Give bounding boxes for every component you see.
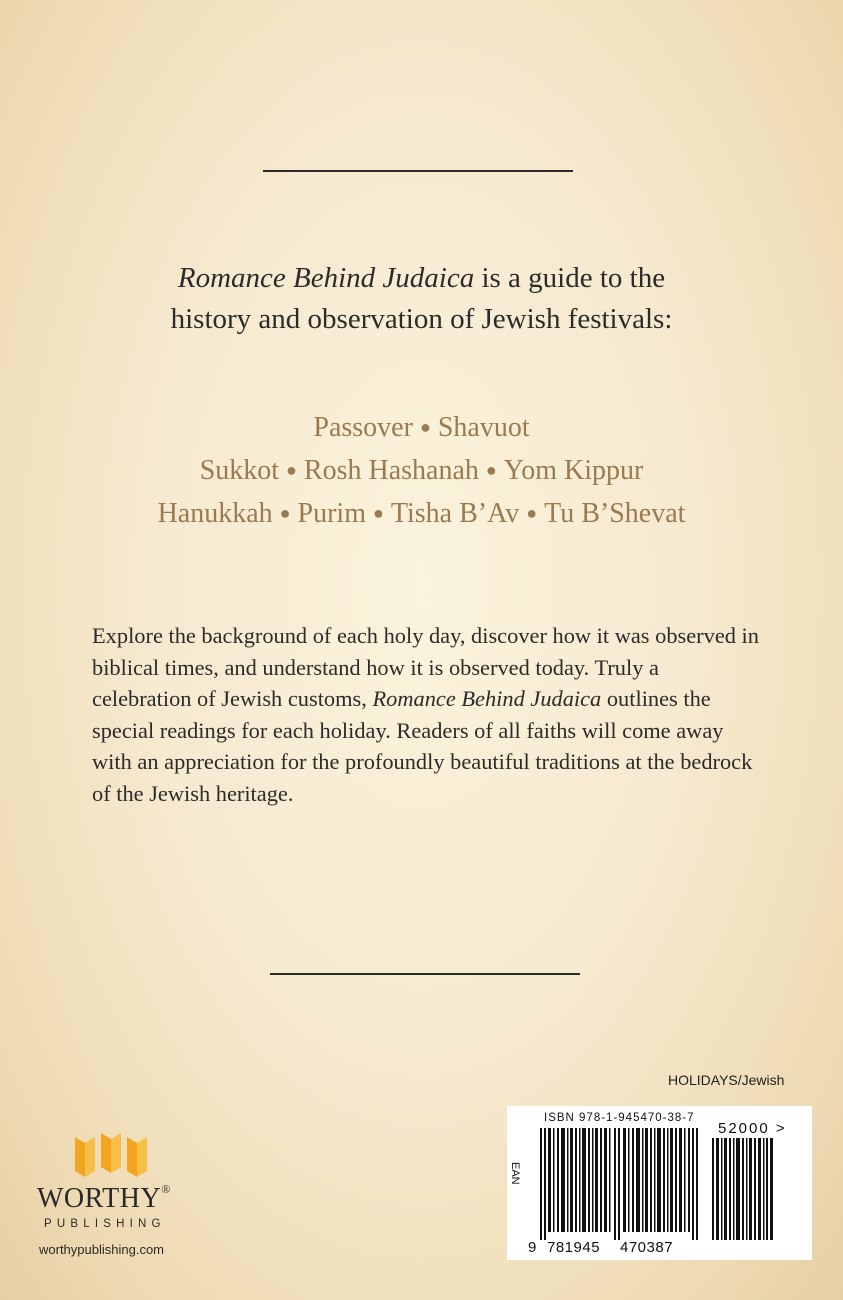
isbn-number: ISBN 978-1-945470-38-7 [544, 1112, 695, 1124]
price-barcode [712, 1138, 774, 1240]
ean-barcode [540, 1128, 700, 1240]
price-code: 52000 > [718, 1120, 787, 1137]
publisher-name [37, 1182, 187, 1215]
category-label: HOLIDAYS/Jewish [668, 1072, 785, 1088]
festival-row-2 [0, 449, 843, 492]
top-rule [263, 170, 573, 172]
description-part2: outlines the special readings for each holiday. Readers of all faiths will come away with an appreciation for the profoundly beautiful traditions at the bedrock of the Jewish heritage. [92, 686, 753, 806]
registered-mark: ® [161, 1182, 171, 1196]
festival-tu-bshevat: Tu B’Shevat [544, 498, 686, 529]
festival-list [0, 406, 843, 535]
publisher-url: worthypublishing.com [39, 1242, 165, 1257]
bullet-icon: ● [526, 503, 538, 523]
ean-label: EAN [509, 1162, 521, 1185]
intro-line2: history and observation of Jewish festivals: [170, 303, 673, 335]
intro-line1: is a guide to the [474, 262, 666, 294]
publisher-name-text: WORTHY [37, 1183, 162, 1214]
publisher-subtitle: PUBLISHING [44, 1218, 166, 1230]
bullet-icon: ● [286, 460, 297, 480]
festival-hanukkah: Hanukkah [157, 498, 273, 529]
description-paragraph [92, 620, 762, 809]
festival-sukkot: Sukkot [199, 455, 280, 486]
description-book-title: Romance Behind Judaica [372, 686, 602, 711]
festival-passover: Passover [313, 412, 413, 443]
festival-purim: Purim [297, 498, 366, 529]
barcode-digits-left: 781945 [547, 1239, 601, 1256]
bullet-icon: ● [279, 503, 291, 523]
bullet-icon: ● [419, 417, 431, 437]
festival-yom-kippur: Yom Kippur [503, 455, 644, 486]
festival-row-1 [0, 406, 843, 449]
bullet-icon: ● [485, 460, 497, 480]
festival-shavuot: Shavuot [437, 412, 530, 443]
festival-row-3 [0, 492, 843, 535]
festival-rosh-hashanah: Rosh Hashanah [303, 455, 479, 486]
barcode-digits-right: 470387 [620, 1239, 674, 1256]
intro-book-title: Romance Behind Judaica [177, 262, 475, 294]
bullet-icon: ● [372, 503, 384, 523]
barcode-digit-first: 9 [528, 1239, 537, 1256]
intro-text [0, 258, 843, 340]
festival-tisha-bav: Tisha B’Av [390, 498, 520, 529]
bottom-rule [270, 973, 580, 975]
worthy-logo-icon [75, 1133, 151, 1177]
description-part1: Explore the background of each holy day, discover how it was observed in biblical times, and understand how it is observed today. Truly a celebration of Jewish customs, [92, 623, 759, 711]
barcode-area [507, 1106, 812, 1260]
